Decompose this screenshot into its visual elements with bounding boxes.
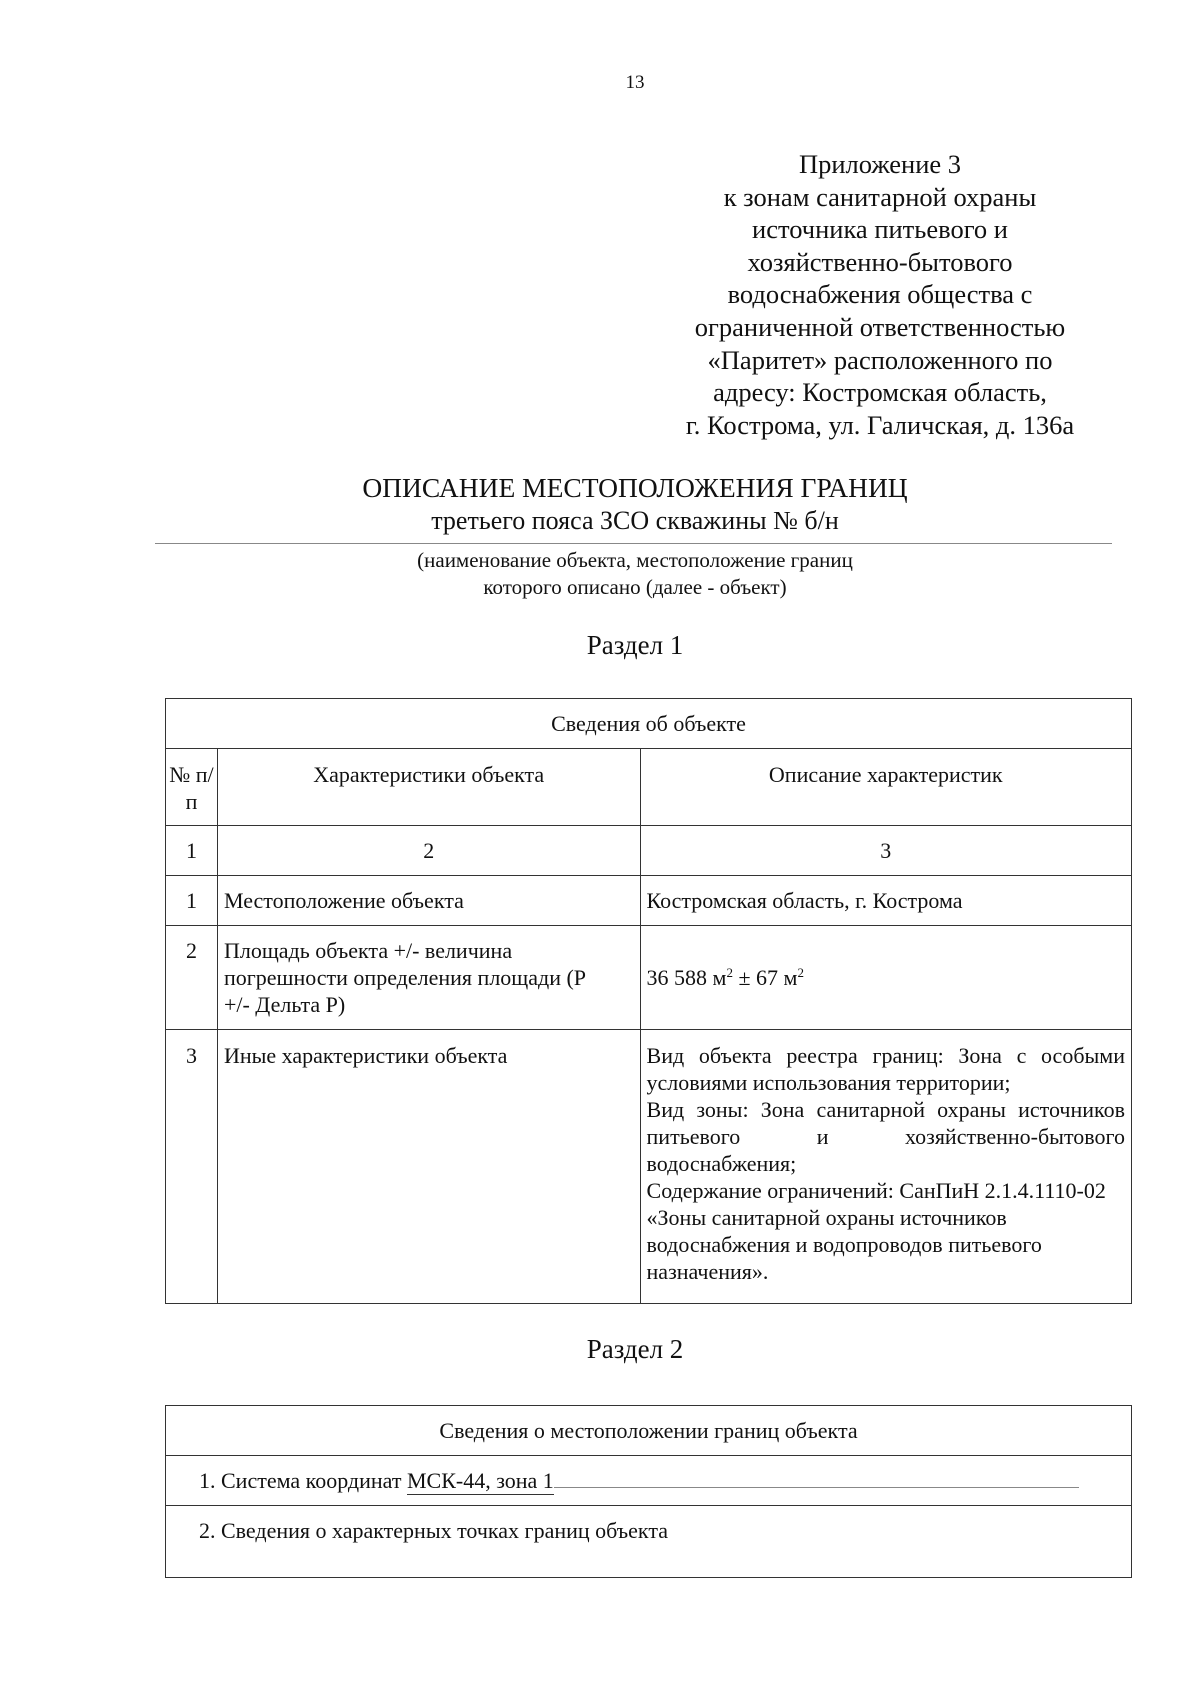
- description-paragraph: Вид зоны: Зона санитарной охраны источников питьевого и хозяйственно-бытового водоснабжения;: [646, 1097, 1125, 1176]
- document-subtitle: третьего пояса ЗСО скважины № б/н: [431, 506, 839, 535]
- description-paragraph: Содержание ограничений: СанПиН 2.1.4.1110-02 «Зоны санитарной охраны источников водоснабжения и водопроводов питьевого назначения».: [646, 1178, 1106, 1284]
- document-title: ОПИСАНИЕ МЕСТОПОЛОЖЕНИЯ ГРАНИЦ: [362, 472, 908, 503]
- object-info-table: [165, 698, 1132, 1304]
- row-characteristic: Местоположение объекта: [217, 876, 640, 926]
- boundary-info-table: [165, 1405, 1132, 1578]
- appendix-line: адресу: Костромская область,: [713, 377, 1047, 408]
- title-note: [0, 547, 1200, 601]
- header-num: № п/п: [166, 749, 218, 826]
- area-tolerance: ± 67 м: [732, 965, 798, 990]
- index-cell: 3: [640, 826, 1131, 876]
- coordinate-system-value: МСК-44, зона 1: [406, 1468, 554, 1493]
- title-note-line: которого описано (далее - объект): [483, 575, 787, 599]
- index-cell: 2: [217, 826, 640, 876]
- appendix-line: к зонам санитарной охраны: [723, 181, 1037, 212]
- row-number: 2: [166, 926, 218, 1030]
- coordinate-system-label: 1. Система координат: [199, 1468, 407, 1493]
- table-title: Сведения о местоположении границ объекта: [166, 1406, 1132, 1456]
- appendix-line: хозяйственно-бытового: [747, 246, 1013, 277]
- row-description: [640, 926, 1131, 1030]
- appendix-line: Приложение 3: [798, 149, 962, 179]
- table-title: Сведения об объекте: [166, 699, 1132, 749]
- row-characteristic: Площадь объекта +/- величина погрешности определения площади (Р +/- Дельта Р): [217, 926, 640, 1030]
- title-note-line: (наименование объекта, местоположение границ: [417, 548, 853, 572]
- title-underline: [155, 543, 1112, 544]
- section-2-heading: Раздел 2: [586, 1334, 684, 1364]
- appendix-line: источника питьевого и: [752, 214, 1008, 245]
- header-description: Описание характеристик: [640, 749, 1131, 826]
- appendix-line: ограниченной ответственностью: [694, 311, 1066, 342]
- appendix-line: водоснабжения общества с: [727, 279, 1033, 310]
- coordinate-system-row: [166, 1456, 1132, 1506]
- index-cell: 1: [166, 826, 218, 876]
- row-number: 1: [166, 876, 218, 926]
- table-row: [166, 1030, 1132, 1304]
- row-characteristic: Иные характеристики объекта: [217, 1030, 640, 1304]
- section-1-heading: Раздел 1: [586, 630, 684, 660]
- description-paragraph: Вид объекта реестра границ: Зона с особыми условиями использования территории;: [646, 1043, 1125, 1095]
- row-number: 3: [166, 1030, 218, 1304]
- characteristic-points-label: 2. Сведения о характерных точках границ объекта: [166, 1506, 1132, 1578]
- area-unit-exponent: 2: [726, 965, 733, 980]
- area-value: 36 588 м: [646, 965, 727, 990]
- table-row: [166, 926, 1132, 1030]
- table-row: [166, 876, 1132, 926]
- header-characteristics: Характеристики объекта: [217, 749, 640, 826]
- row-description: Костромская область, г. Кострома: [640, 876, 1131, 926]
- appendix-block: [640, 148, 1120, 441]
- row-description: [640, 1030, 1131, 1304]
- appendix-line: г. Кострома, ул. Галичская, д. 136а: [685, 409, 1075, 440]
- page-number: 13: [625, 72, 645, 93]
- appendix-line: «Паритет» расположенного по: [707, 344, 1053, 375]
- tolerance-unit-exponent: 2: [797, 965, 804, 980]
- fill-line: [554, 1486, 1079, 1488]
